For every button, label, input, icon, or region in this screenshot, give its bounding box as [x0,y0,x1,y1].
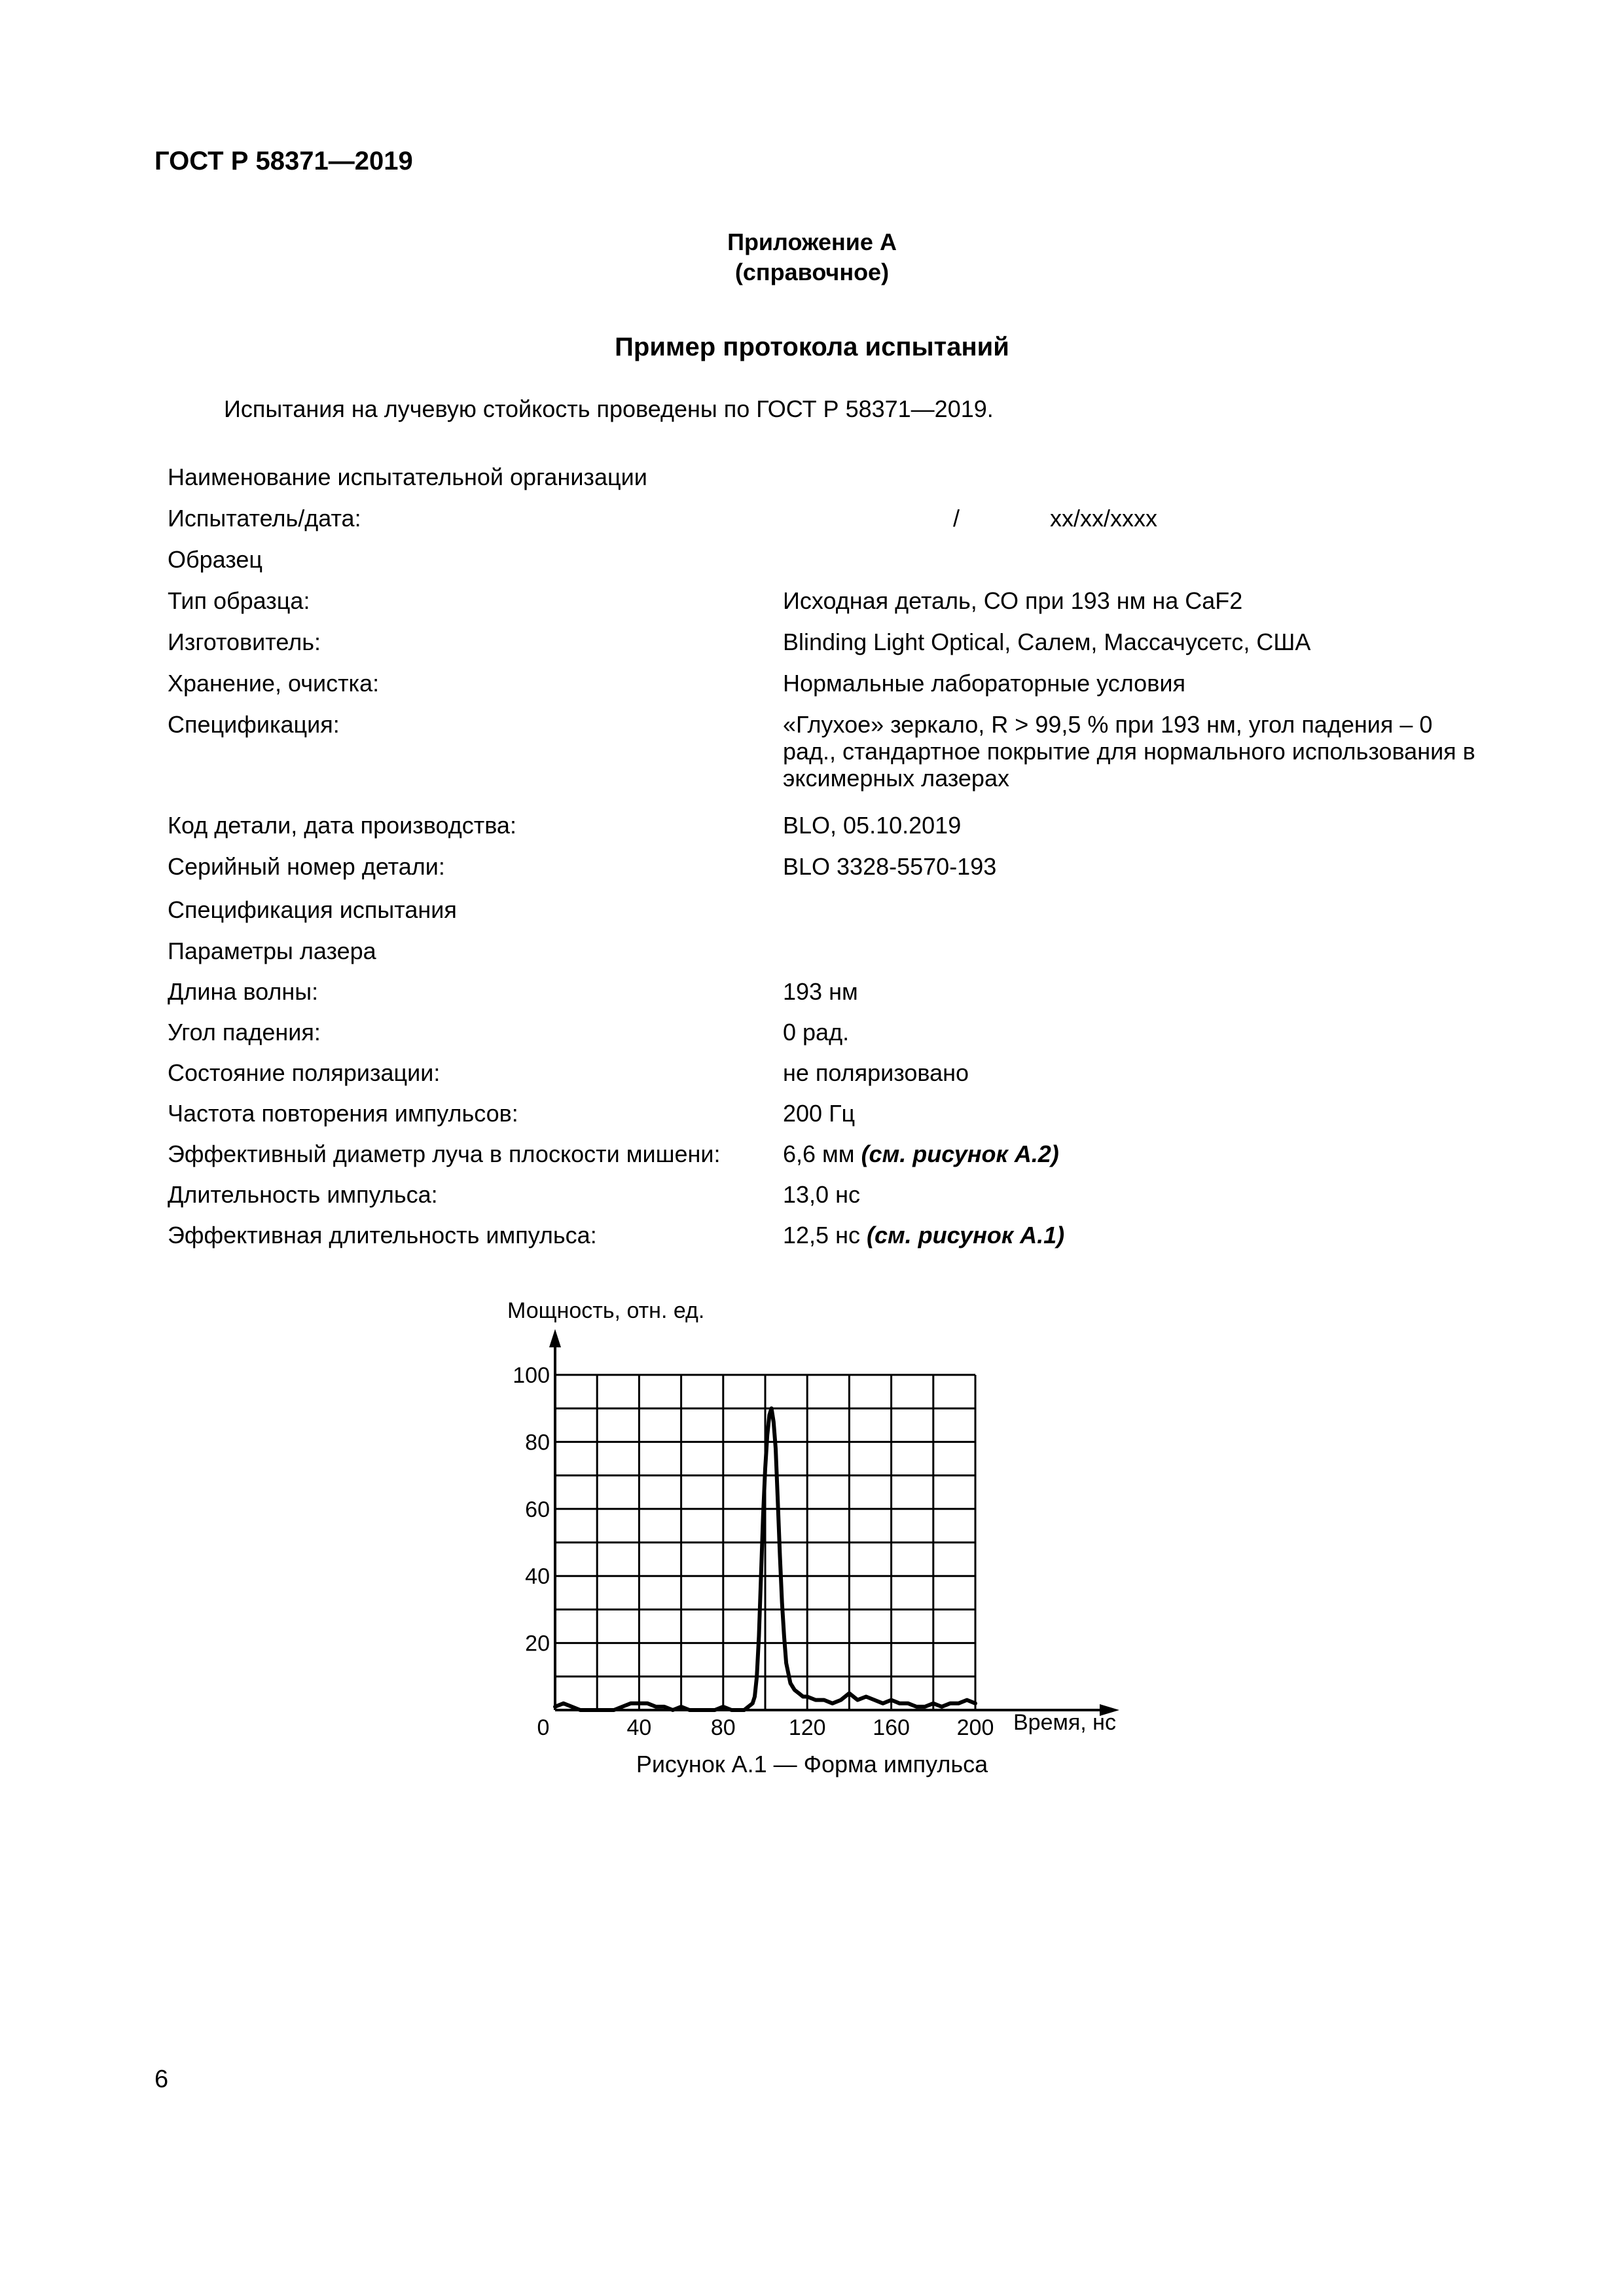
test-spec-label: Спецификация испытания [168,896,457,923]
rep-rate-value: 200 Гц [783,1100,856,1127]
y-axis-label: Мощность, отн. ед. [507,1298,705,1323]
appendix-title: Приложение А [727,228,897,255]
beam-diameter-value: 6,6 мм [783,1140,855,1167]
x-tick-label: 120 [788,1715,826,1740]
y-tick-label: 100 [513,1363,550,1388]
y-tick-label: 20 [525,1631,550,1656]
wavelength-value: 193 нм [783,978,858,1005]
org-label: Наименование испытательной организации [168,464,647,490]
y-tick-label: 40 [525,1564,550,1590]
y-tick-label: 80 [525,1430,550,1455]
incidence-label: Угол падения: [168,1019,321,1046]
x-tick-label: 0 [537,1715,550,1740]
page-number: 6 [154,2066,169,2093]
beam-diameter-ref: (см. рисунок А.2) [861,1140,1059,1167]
pulse-duration-value: 13,0 нс [783,1181,860,1208]
polarization-label: Состояние поляризации: [168,1059,441,1086]
polarization-value: не поляризовано [783,1059,969,1086]
beam-diameter-row [783,1140,1059,1168]
x-tick-label: 160 [873,1715,910,1740]
manufacturer-value: Blinding Light Optical, Салем, Массачусетс, США [783,629,1311,655]
specification-value: «Глухое» зеркало, R > 99,5 % при 193 нм, угол падения – 0 рад., стандартное покрытие для нормального использования в эксимерных лазерах [783,711,1475,792]
eff-pulse-duration-label: Эффективная длительность импульса: [168,1222,597,1248]
storage-label: Хранение, очистка: [168,670,380,697]
appendix-subtitle: (справочное) [734,259,890,285]
chart-axes [549,1329,1119,1716]
section-title: Пример протокола испытаний [615,333,1009,361]
serial-value: BLO 3328-5570-193 [783,853,997,880]
chart-grid [555,1375,975,1710]
sample-type-value: Исходная деталь, СО при 193 нм на CaF2 [783,587,1243,614]
y-tick-label: 60 [525,1497,550,1522]
sample-type-label: Тип образца: [168,587,310,614]
sample-label: Образец [168,546,263,573]
intro-text: Испытания на лучевую стойкость проведены по ГОСТ Р 58371—2019. [224,395,994,422]
y-axis-arrow [549,1329,561,1347]
tester-date: xx/xx/xxxx [1050,505,1158,532]
figure-caption: Рисунок А.1 — Форма импульса [636,1751,988,1777]
x-tick-label: 80 [710,1715,736,1740]
x-axis-label: Время, нс [1013,1710,1116,1735]
pulse-duration-label: Длительность импульса: [168,1181,438,1208]
rep-rate-label: Частота повторения импульсов: [168,1100,518,1127]
manufacturer-label: Изготовитель: [168,629,321,655]
part-code-value: BLO, 05.10.2019 [783,812,962,839]
tester-slash: / [953,505,960,532]
tester-label: Испытатель/дата: [168,505,361,532]
serial-label: Серийный номер детали: [168,853,445,880]
part-code-label: Код детали, дата производства: [168,812,516,839]
x-tick-label: 40 [626,1715,652,1740]
incidence-value: 0 рад. [783,1019,850,1046]
eff-pulse-duration-ref: (см. рисунок А.1) [866,1222,1065,1248]
laser-params-label: Параметры лазера [168,938,376,964]
storage-value: Нормальные лабораторные условия [783,670,1185,697]
pulse-shape-chart [458,1270,1178,1741]
chart-tick-labels [513,1363,994,1740]
x-tick-label: 200 [956,1715,994,1740]
eff-pulse-duration-row [783,1222,1064,1249]
eff-pulse-duration-value: 12,5 нс [783,1222,860,1248]
wavelength-label: Длина волны: [168,978,319,1005]
document-code: ГОСТ Р 58371—2019 [154,147,413,175]
beam-diameter-label: Эффективный диаметр луча в плоскости мишени: [168,1140,721,1167]
specification-label: Спецификация: [168,711,340,738]
